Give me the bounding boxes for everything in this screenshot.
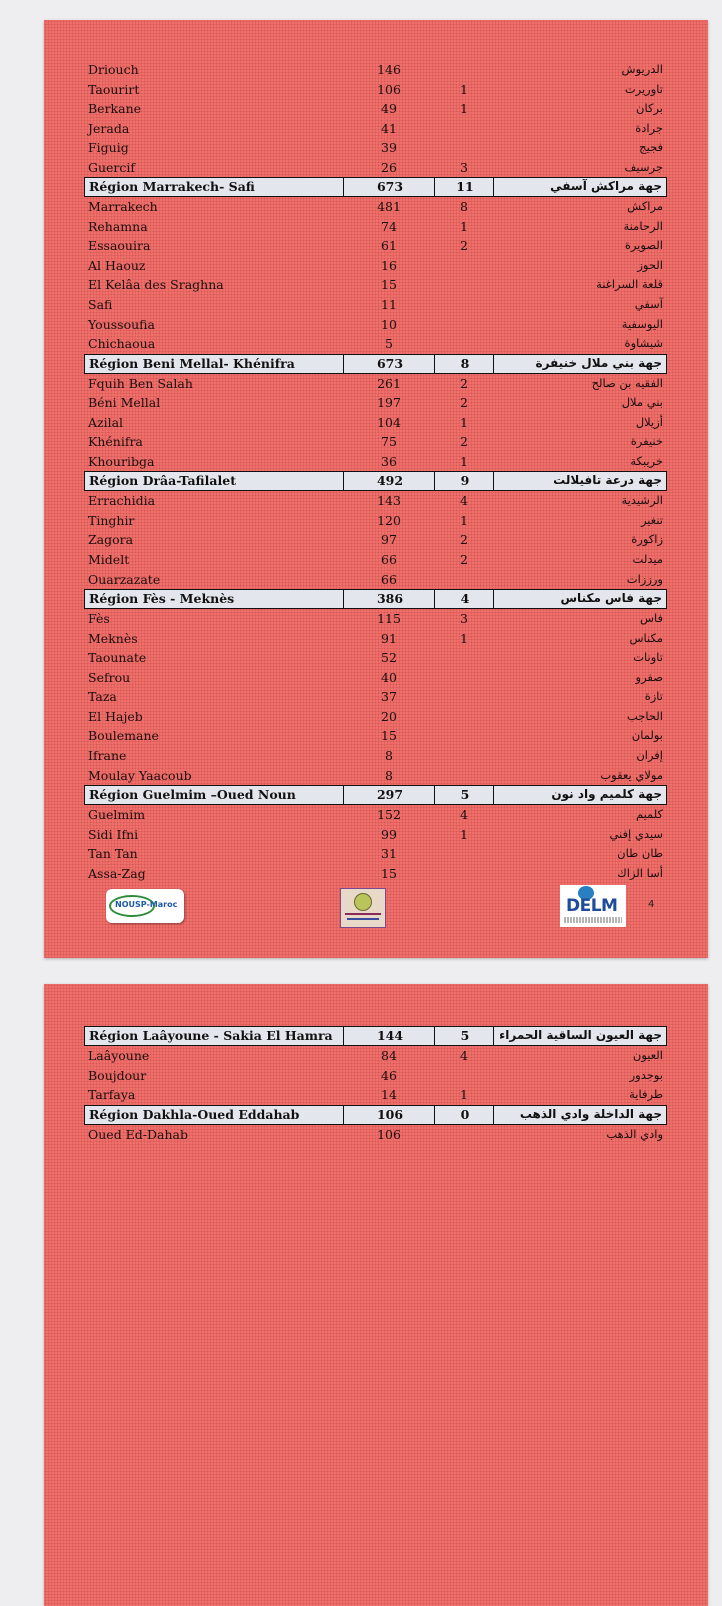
province-row (84, 275, 667, 295)
province-row (84, 825, 667, 845)
page-number: 4 (648, 899, 655, 910)
province-row (84, 707, 667, 727)
case-count: 197 (377, 395, 401, 411)
case-count: 8 (385, 747, 393, 763)
arabic-name: جهة العيون الساقية الحمراء (499, 1028, 662, 1042)
arabic-name: فاس (639, 611, 663, 626)
province-row (84, 687, 667, 707)
province-name: Chichaoua (88, 336, 156, 352)
arabic-name: وادي الذهب (606, 1126, 663, 1141)
province-name: Assa-Zag (88, 865, 146, 881)
case-count: 36 (381, 453, 397, 469)
case-count: 15 (381, 728, 397, 744)
region-row (84, 354, 667, 374)
arabic-name: تاوريرت (624, 81, 663, 96)
case-count: 120 (377, 512, 401, 528)
province-name: Errachidia (88, 493, 156, 509)
province-name: Zagora (88, 532, 134, 548)
province-name: Béni Mellal (88, 395, 161, 411)
region-name: Région Marrakech- Safi (89, 179, 255, 195)
arabic-name: جهة فاس مكناس (560, 591, 662, 606)
cell-divider (343, 1106, 344, 1124)
region-row (84, 1105, 667, 1125)
cell-divider (493, 1027, 494, 1045)
document-page-5 (44, 984, 708, 1606)
cell-divider (434, 355, 435, 373)
cases-table (84, 60, 667, 883)
cell-divider (343, 355, 344, 373)
arabic-name: جهة مراكش آسفي (550, 179, 662, 194)
arabic-name: سيدي إفني (609, 826, 663, 841)
case-count: 52 (381, 650, 397, 666)
death-count: 1 (460, 218, 468, 234)
province-name: Fquih Ben Salah (88, 375, 193, 391)
death-count: 4 (460, 807, 468, 823)
arabic-name: تنغير (640, 512, 663, 527)
province-row (84, 491, 667, 511)
region-name: Région Fès - Meknès (89, 591, 235, 607)
arabic-name: جهة الداخلة وادي الذهب (519, 1106, 662, 1121)
case-count: 41 (381, 120, 397, 136)
death-count: 5 (460, 787, 470, 803)
cell-divider (493, 472, 494, 490)
case-count: 5 (385, 336, 393, 352)
province-name: Oued Ed-Dahab (88, 1126, 188, 1142)
case-count: 74 (381, 218, 397, 234)
arabic-name: جهة درعة تافيلالت (553, 473, 662, 488)
province-row (84, 1066, 667, 1086)
region-name: Région Drâa-Tafilalet (89, 473, 236, 489)
region-row (84, 1026, 667, 1046)
delm-logo-text: DELM (566, 896, 618, 916)
case-count: 386 (376, 591, 404, 607)
province-row (84, 158, 667, 178)
death-count: 0 (460, 1106, 470, 1122)
province-name: Berkane (88, 101, 142, 117)
province-name: Sefrou (88, 669, 131, 685)
arabic-name: آسفي (634, 297, 663, 312)
page-footer (44, 885, 708, 927)
province-row (84, 197, 667, 217)
arabic-name: مراكش (627, 199, 663, 214)
province-row (84, 570, 667, 590)
case-count: 106 (377, 81, 401, 97)
province-name: Tarfaya (88, 1087, 136, 1103)
death-count: 2 (460, 434, 468, 450)
province-name: Taourirt (88, 81, 140, 97)
region-row (84, 471, 667, 491)
cell-divider (343, 1027, 344, 1045)
province-row (84, 80, 667, 100)
province-row (84, 256, 667, 276)
province-name: Figuig (88, 140, 129, 156)
province-name: Rehamna (88, 218, 148, 234)
province-name: Khouribga (88, 453, 155, 469)
arabic-name: بولمان (631, 728, 663, 743)
province-name: Tan Tan (88, 846, 138, 862)
cell-divider (434, 1106, 435, 1124)
province-name: Azilal (88, 414, 124, 430)
province-name: Al Haouz (88, 257, 146, 273)
case-count: 8 (385, 767, 393, 783)
death-count: 4 (460, 1048, 468, 1063)
arabic-name: أسا الزاك (617, 865, 663, 880)
region-name: Région Guelmim –Oued Noun (89, 787, 296, 803)
arabic-name: تاونات (633, 650, 663, 665)
death-count: 1 (460, 414, 468, 430)
arabic-name: تازة (644, 689, 663, 704)
death-count: 4 (460, 493, 468, 509)
province-row (84, 138, 667, 158)
province-row (84, 726, 667, 746)
arabic-name: إفران (636, 747, 663, 762)
cell-divider (493, 786, 494, 804)
province-name: Khénifra (88, 434, 143, 450)
province-name: Taza (88, 689, 117, 705)
case-count: 66 (381, 571, 397, 587)
arabic-name: ورززات (626, 571, 663, 586)
cell-divider (493, 1106, 494, 1124)
death-count: 8 (460, 355, 470, 371)
cell-divider (493, 590, 494, 608)
province-row (84, 315, 667, 335)
arabic-name: بركان (636, 101, 663, 116)
case-count: 673 (376, 179, 404, 195)
case-count: 49 (381, 101, 397, 117)
arabic-name: أزيلال (635, 414, 663, 429)
province-row (84, 413, 667, 433)
death-count: 2 (460, 375, 468, 391)
case-count: 106 (376, 1106, 404, 1122)
case-count: 15 (381, 277, 397, 293)
province-row (84, 746, 667, 766)
region-name: Région Beni Mellal- Khénifra (89, 355, 295, 371)
case-count: 91 (381, 630, 397, 646)
province-row (84, 1085, 667, 1105)
cell-divider (343, 472, 344, 490)
province-row (84, 629, 667, 649)
death-count: 5 (460, 1028, 470, 1043)
arabic-name: شيشاوة (624, 336, 663, 351)
arabic-name: العيون (632, 1048, 663, 1062)
province-row (84, 805, 667, 825)
province-name: Meknès (88, 630, 138, 646)
province-row (84, 334, 667, 354)
arabic-name: مولاي يعقوب (600, 767, 663, 782)
case-count: 492 (376, 473, 404, 489)
death-count: 1 (460, 630, 468, 646)
province-row (84, 844, 667, 864)
province-row (84, 864, 667, 884)
case-count: 40 (381, 669, 397, 685)
region-row (84, 785, 667, 805)
death-count: 9 (460, 473, 470, 489)
arabic-name: ميدلت (632, 552, 663, 567)
province-row (84, 99, 667, 119)
arabic-name: بوجدور (629, 1067, 663, 1082)
arabic-name: الحاجب (626, 708, 663, 723)
case-count: 14 (381, 1087, 397, 1103)
case-count: 99 (381, 826, 397, 842)
nousp-logo (106, 889, 184, 923)
province-name: Ouarzazate (88, 571, 161, 587)
case-count: 104 (377, 414, 401, 430)
province-row (84, 374, 667, 394)
region-row (84, 589, 667, 609)
case-count: 144 (376, 1028, 404, 1043)
case-count: 75 (381, 434, 397, 450)
cell-divider (434, 590, 435, 608)
province-row (84, 452, 667, 472)
arabic-name: زاكورة (631, 532, 663, 547)
province-row (84, 550, 667, 570)
province-name: Laâyoune (88, 1048, 150, 1063)
cell-divider (343, 178, 344, 196)
province-row (84, 393, 667, 413)
arabic-name: فجيج (639, 140, 663, 155)
case-count: 84 (381, 1048, 397, 1063)
province-name: Safi (88, 297, 113, 313)
arabic-name: الرحامنة (623, 218, 663, 233)
death-count: 1 (460, 81, 468, 97)
death-count: 2 (460, 532, 468, 548)
arabic-name: جهة كلميم واد نون (551, 787, 662, 802)
province-row (84, 217, 667, 237)
province-name: Boujdour (88, 1067, 147, 1083)
case-count: 97 (381, 532, 397, 548)
arabic-name: كلميم (635, 807, 663, 822)
case-count: 46 (381, 1067, 397, 1083)
arabic-name: الصويرة (624, 238, 663, 253)
province-name: Guercif (88, 159, 136, 175)
death-count: 11 (456, 179, 474, 195)
case-count: 16 (381, 257, 397, 273)
region-name: Région Laâyoune - Sakia El Hamra (89, 1028, 333, 1043)
province-name: El Hajeb (88, 708, 143, 724)
ministry-emblem-logo (340, 888, 386, 928)
province-name: Fès (88, 611, 110, 627)
province-row (84, 432, 667, 452)
cell-divider (343, 590, 344, 608)
case-count: 26 (381, 159, 397, 175)
cell-divider (434, 472, 435, 490)
province-name: El Kelâa des Sraghna (88, 277, 224, 293)
death-count: 1 (460, 826, 468, 842)
province-name: Ifrane (88, 747, 127, 763)
case-count: 297 (376, 787, 404, 803)
case-count: 261 (377, 375, 401, 391)
death-count: 2 (460, 552, 468, 568)
case-count: 20 (381, 708, 397, 724)
arabic-name: مكناس (629, 630, 663, 645)
cell-divider (434, 786, 435, 804)
province-name: Marrakech (88, 199, 158, 215)
province-name: Moulay Yaacoub (88, 767, 192, 783)
arabic-name: قلعة السراغنة (596, 277, 663, 292)
death-count: 1 (460, 101, 468, 117)
province-name: Midelt (88, 552, 130, 568)
province-name: Guelmim (88, 807, 146, 823)
cell-divider (493, 178, 494, 196)
case-count: 31 (381, 846, 397, 862)
arabic-name: جهة بني ملال خنيفرة (535, 355, 662, 370)
province-row (84, 295, 667, 315)
province-row (84, 119, 667, 139)
arabic-name: الدريوش (621, 62, 663, 76)
cell-divider (343, 786, 344, 804)
arabic-name: طان طان (617, 846, 663, 861)
case-count: 39 (381, 140, 397, 156)
case-count: 146 (377, 62, 401, 77)
document-page-4 (44, 20, 708, 958)
death-count: 8 (460, 199, 468, 215)
province-row (84, 60, 667, 80)
death-count: 1 (460, 1087, 468, 1103)
province-name: Tinghir (88, 512, 135, 528)
arabic-name: الفقيه بن صالح (591, 375, 663, 390)
nousp-logo-text: NOUSP-Maroc (115, 900, 178, 909)
cell-divider (493, 355, 494, 373)
arabic-name: بني ملال (621, 395, 663, 410)
death-count: 2 (460, 238, 468, 254)
arabic-name: خنيفرة (630, 434, 663, 449)
province-name: Youssoufia (88, 316, 155, 332)
province-row (84, 609, 667, 629)
case-count: 66 (381, 552, 397, 568)
death-count: 3 (460, 611, 468, 627)
death-count: 3 (460, 159, 468, 175)
arabic-name: خريبكة (630, 453, 663, 468)
arabic-name: الرشيدية (621, 493, 663, 508)
case-count: 10 (381, 316, 397, 332)
case-count: 481 (377, 199, 401, 215)
province-row (84, 236, 667, 256)
arabic-name: طرفاية (629, 1087, 663, 1102)
province-row (84, 1125, 667, 1145)
case-count: 152 (377, 807, 401, 823)
delm-logo (560, 885, 626, 927)
case-count: 15 (381, 865, 397, 881)
death-count: 4 (460, 591, 470, 607)
province-row (84, 668, 667, 688)
death-count: 2 (460, 395, 468, 411)
province-row (84, 766, 667, 786)
arabic-name: جرسيف (624, 159, 663, 174)
arabic-name: الحوز (637, 257, 663, 272)
province-name: Boulemane (88, 728, 159, 744)
case-count: 143 (377, 493, 401, 509)
case-count: 115 (377, 611, 401, 627)
province-name: Essaouira (88, 238, 151, 254)
province-name: Taounate (88, 650, 147, 666)
province-name: Jerada (88, 120, 130, 136)
case-count: 37 (381, 689, 397, 705)
arabic-name: صفرو (635, 669, 663, 684)
province-name: Driouch (88, 62, 139, 77)
province-row (84, 1046, 667, 1066)
region-name: Région Dakhla-Oued Eddahab (89, 1106, 300, 1122)
arabic-name: جرادة (635, 120, 663, 135)
cases-table-continued (84, 1026, 667, 1144)
region-row (84, 177, 667, 197)
case-count: 11 (381, 297, 397, 313)
province-row (84, 530, 667, 550)
case-count: 61 (381, 238, 397, 254)
case-count: 106 (377, 1126, 401, 1142)
cell-divider (434, 1027, 435, 1045)
province-row (84, 511, 667, 531)
arabic-name: اليوسفية (621, 316, 663, 331)
province-name: Sidi Ifni (88, 826, 139, 842)
death-count: 1 (460, 453, 468, 469)
province-row (84, 648, 667, 668)
case-count: 673 (376, 355, 404, 371)
death-count: 1 (460, 512, 468, 528)
cell-divider (434, 178, 435, 196)
